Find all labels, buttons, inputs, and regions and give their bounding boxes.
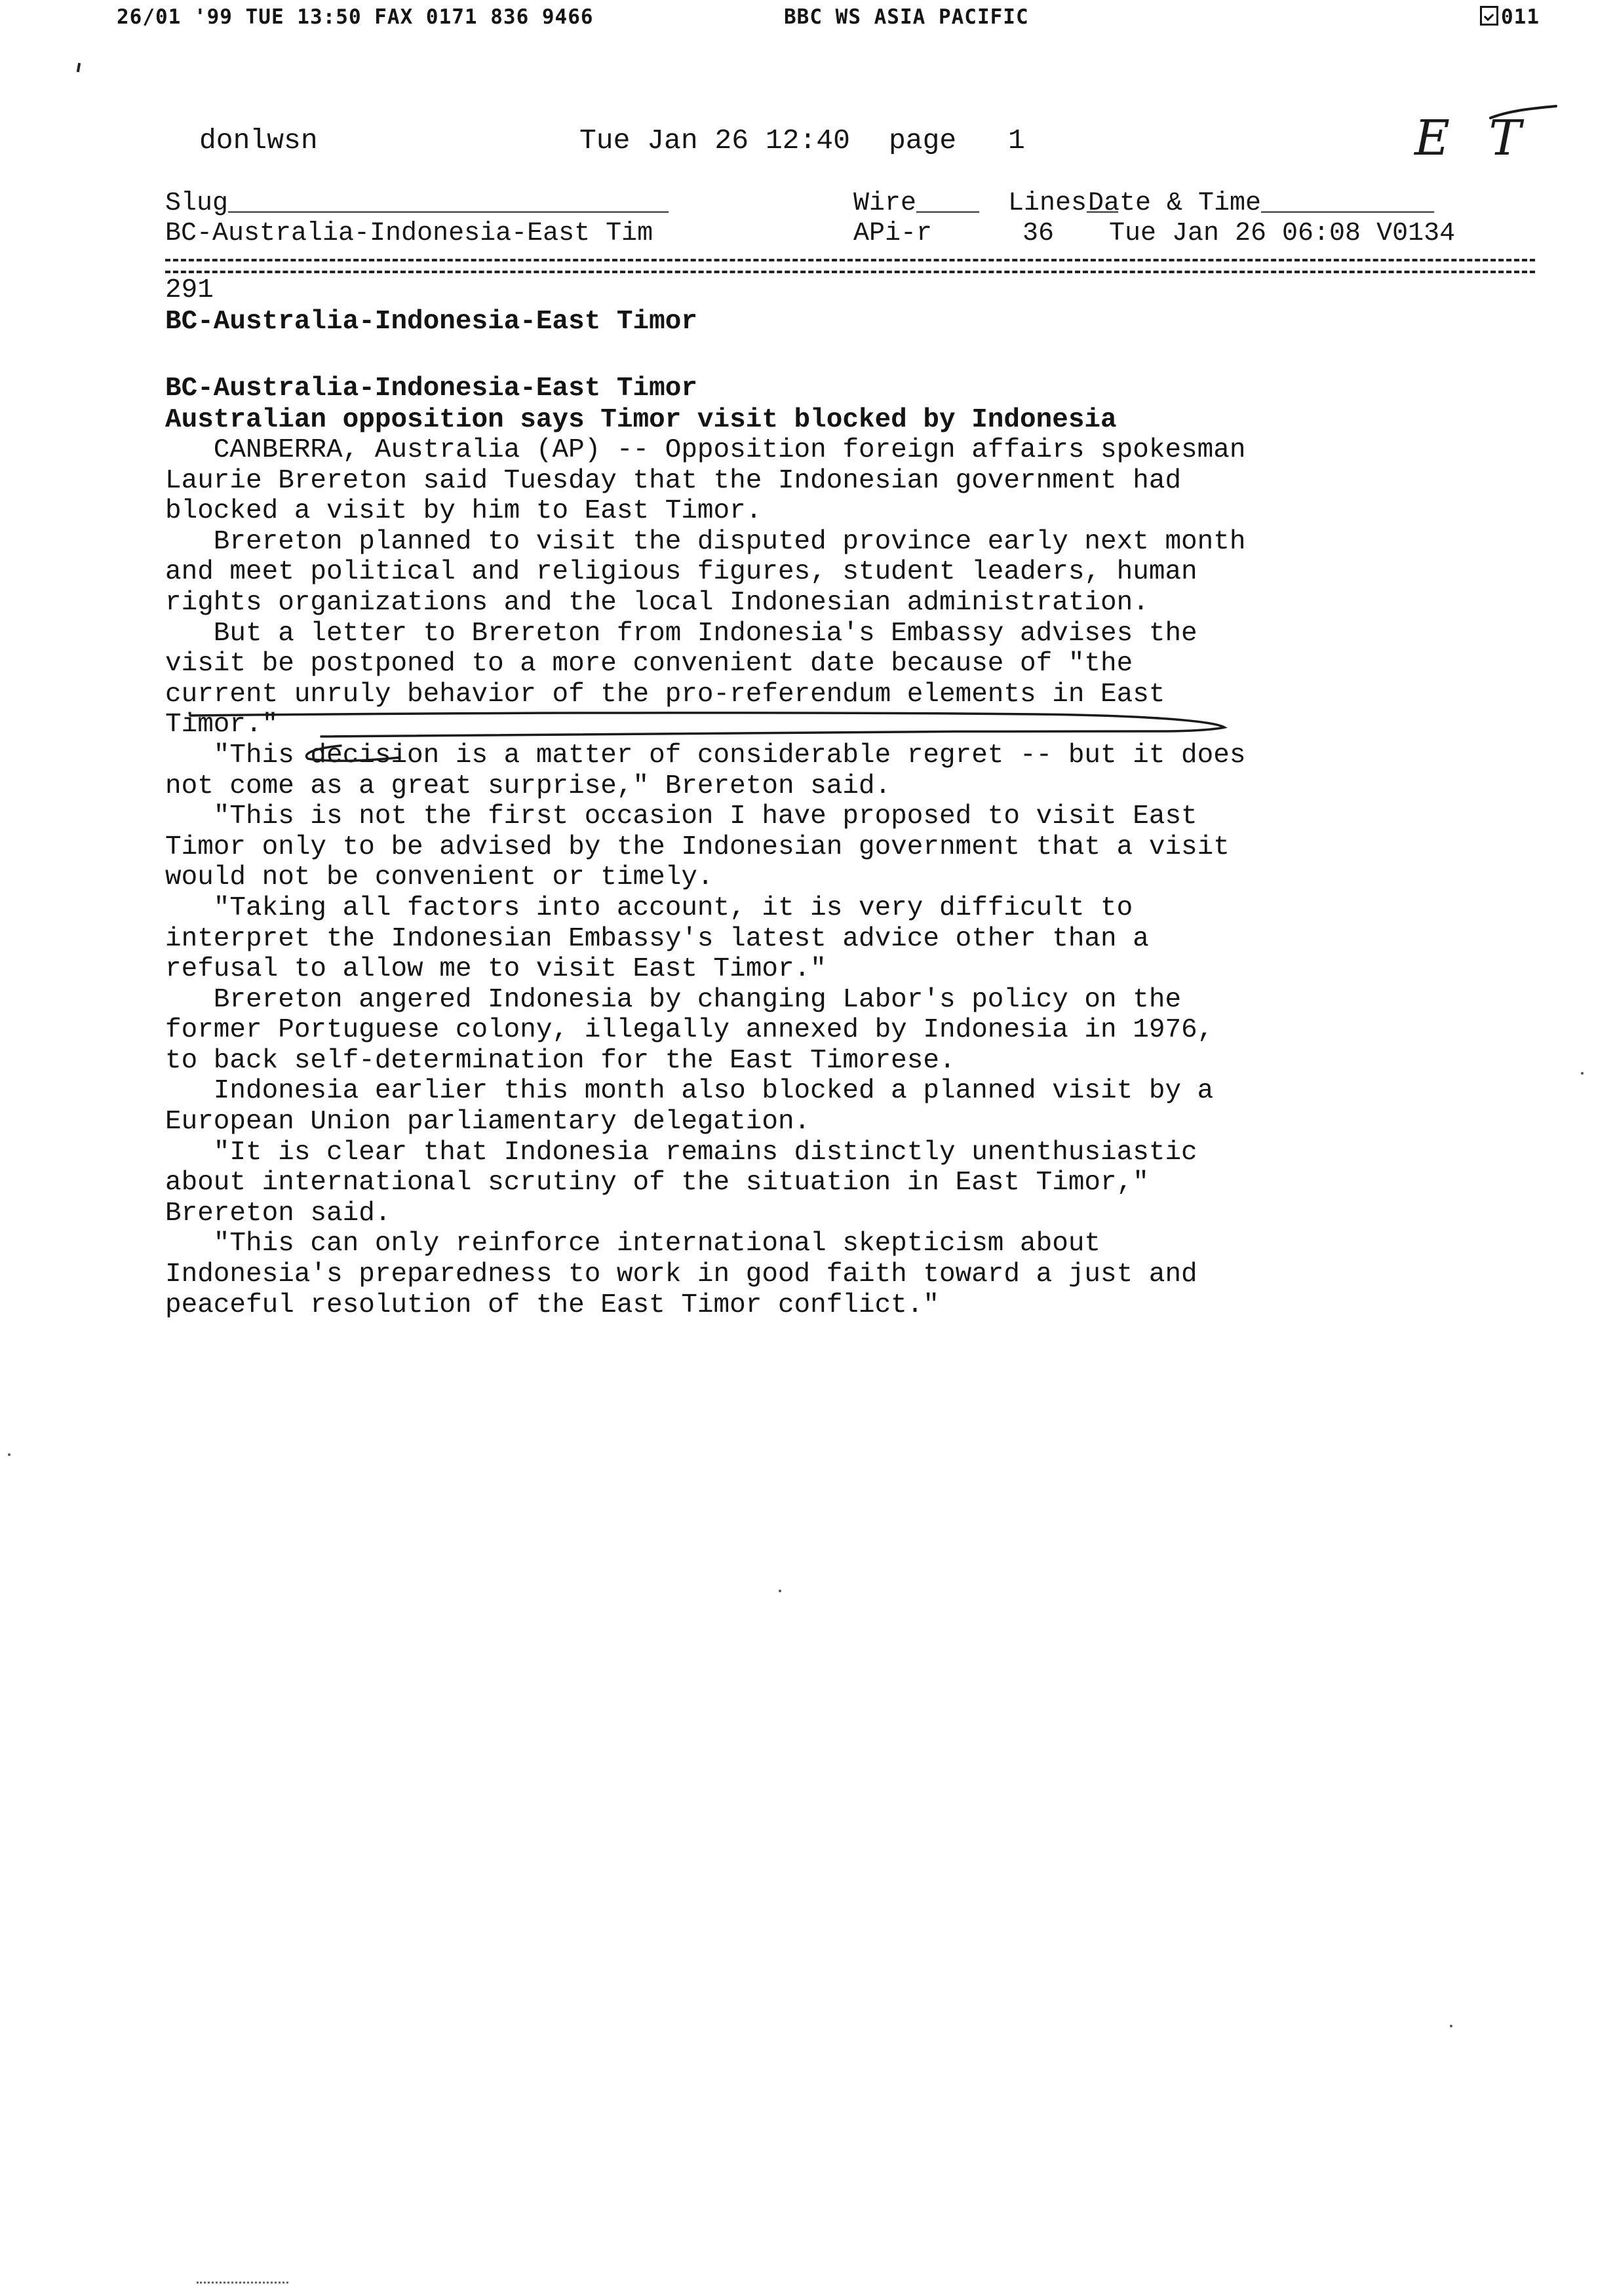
date-time-value: Tue Jan 26 06:08 V0134 [1109, 219, 1456, 248]
scan-noise [197, 2282, 288, 2286]
scan-speck [1581, 1072, 1584, 1075]
slug-header: Slug____________________________ [165, 189, 669, 218]
fax-header-center: BBC WS ASIA PACIFIC [784, 5, 1029, 29]
story-slug: BC-Australia-Indonesia-East Timor [165, 307, 697, 337]
wire-value: APi-r [853, 219, 933, 248]
fax-page-counter: 011 [1501, 5, 1540, 29]
wire-header: Wire____ [853, 189, 980, 218]
fax-checkbox-icon [1480, 6, 1498, 26]
header-divider [165, 259, 1535, 273]
page-header-page-label: page [889, 124, 957, 157]
fax-header-right [1480, 5, 1540, 29]
fax-header-left: 26/01 '99 TUE 13:50 FAX 0171 836 9466 [117, 5, 594, 29]
story-slug-repeat: BC-Australia-Indonesia-East Timor [165, 373, 697, 404]
lines-header: Lines__ [1008, 189, 1119, 218]
page-header-user: donlwsn [199, 124, 318, 157]
scan-speck [8, 1453, 10, 1456]
date-time-header: Date & Time___________ [1088, 189, 1435, 218]
story-headline: Australian opposition says Timor visit blocked by Indonesia [165, 405, 1117, 435]
slug-value: BC-Australia-Indonesia-East Tim [165, 219, 653, 248]
lines-value: 36 [1022, 219, 1055, 248]
story-number: 291 [165, 275, 214, 305]
scan-speck [779, 1590, 781, 1592]
scan-speck [1450, 2025, 1452, 2027]
page-header-page-number: 1 [1008, 124, 1025, 157]
handwritten-note: E T [1414, 110, 1533, 166]
page-header-datetime: Tue Jan 26 12:40 [579, 124, 850, 157]
story-body: CANBERRA, Australia (AP) -- Opposition foreign affairs spokesman Laurie Brereton said Tuesday that the Indonesian government had blocked a visit by him to East Timor. Brereton planned to visit the disputed province early next month and meet political and religious figures, student leaders, human rights organizations and the local Indonesian administration. But a letter to Brereton from Indonesia's Embassy advises the visit be postponed to a more convenient date because of "the current unruly behavior of the pro-referendum elements in East Timor." "This decision is a matter of considerable regret -- but it does not come as a great surprise," Brereton said. "This is not the first occasion I have proposed to visit East Timor only to be advised by the Indonesian government that a visit would not be convenient or timely. "Taking all factors into account, it is very difficult to interpret the Indonesian Embassy's latest advice other than a refusal to allow me to visit East Timor." Brereton angered Indonesia by changing Labor's policy on the former Portuguese colony, illegally annexed by Indonesia in 1976, to back self-determination for the East Timorese. Indonesia earlier this month also blocked a planned visit by a European Union parliamentary delegation. "It is clear that Indonesia remains distinctly unenthusiastic about international scrutiny of the situation in East Timor," Brereton said. "This can only reinforce international skepticism about Indonesia's preparedness to work in good faith toward a just and peaceful resolution of the East Timor conflict." [165, 435, 1246, 1320]
stray-mark [77, 63, 81, 72]
